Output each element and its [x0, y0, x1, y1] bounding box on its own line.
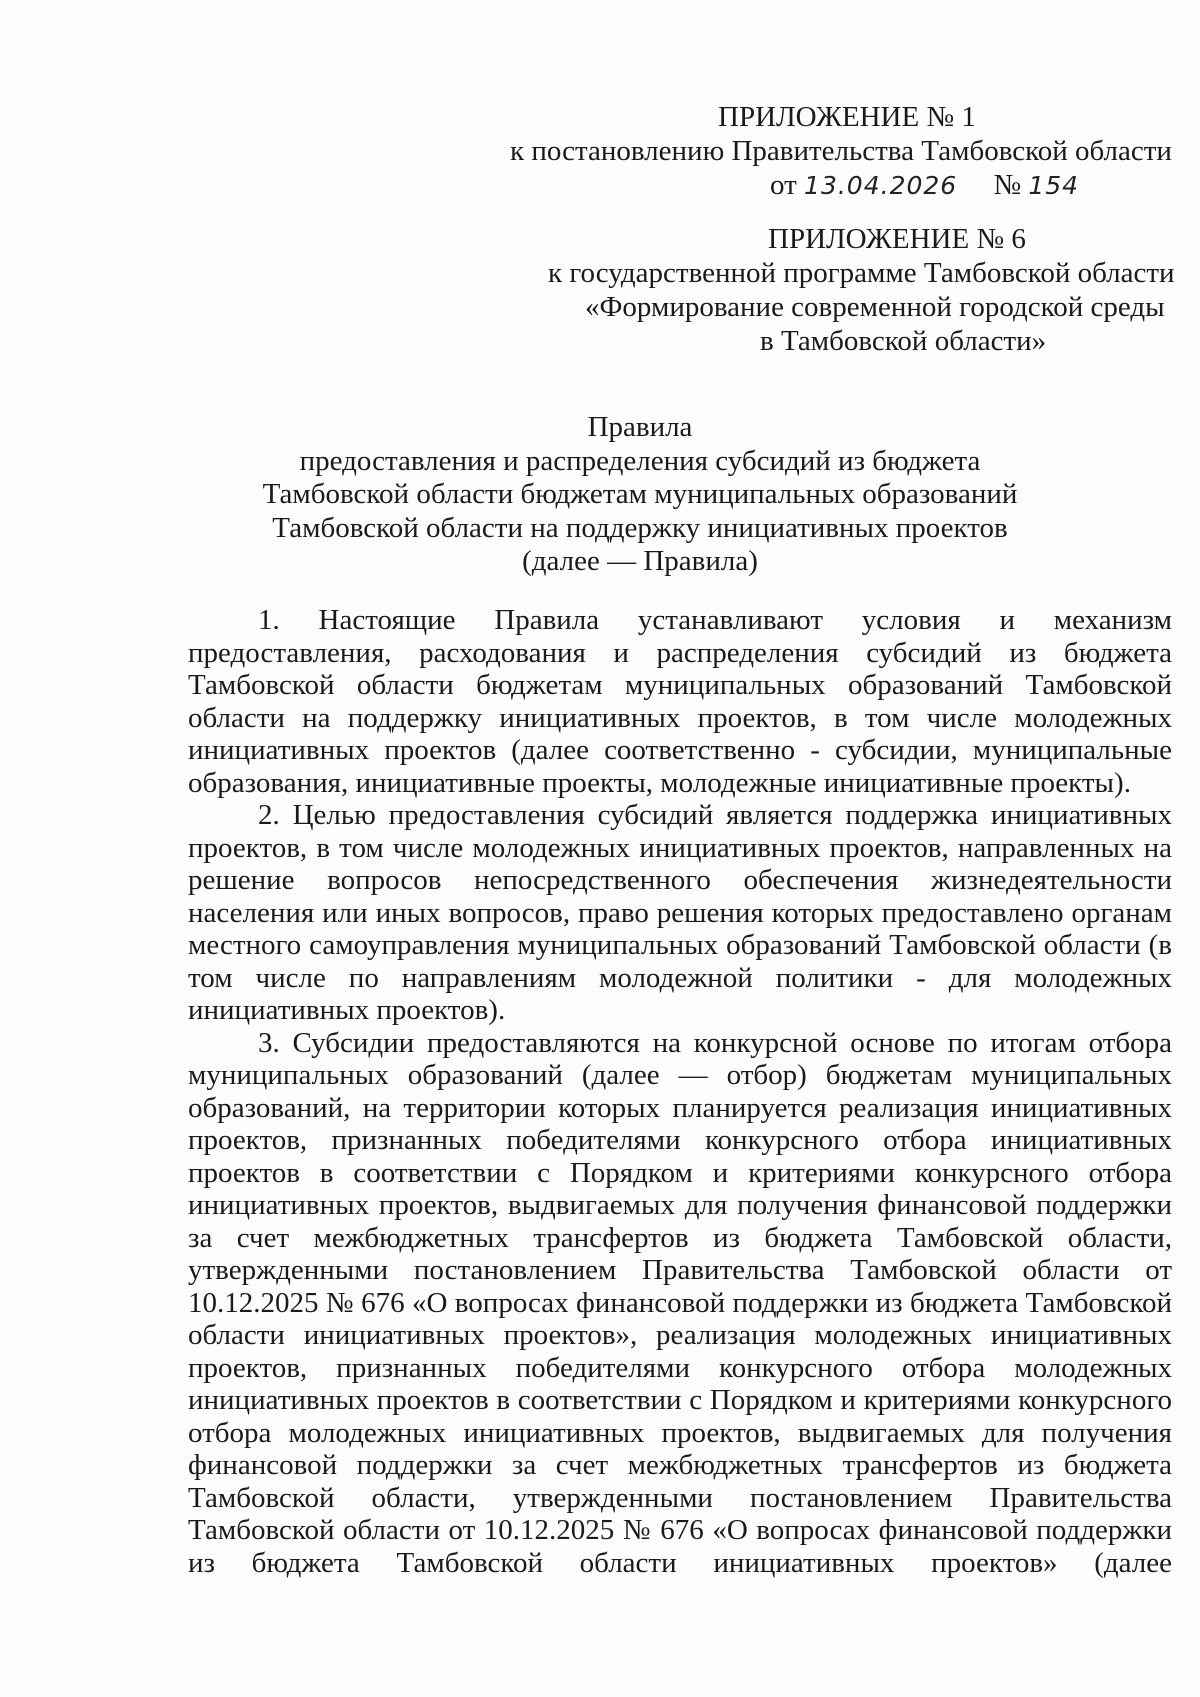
appendix-1-title: ПРИЛОЖЕНИЕ № 1 [718, 101, 976, 133]
appendix-6-program-ref: к государственной программе Тамбовской области [548, 257, 1175, 289]
document-title [0, 411, 1200, 579]
paragraph-3: 3. Субсидии предоставляются на конкурсной основе по итогам отбора муниципальных образований (далее — отбор) бюджетам муниципальных образований, на территории которых планируется реализация инициативных проектов, признанных победителями конкурсного отбора инициативных проектов в соответствии с Порядком и критериями конкурсного отбора инициативных проектов, выдвигаемых для получения финансовой поддержки за счет межбюджетных трансфертов из бюджета Тамбовской области, утвержденными постановлением Правительства Тамбовской области от 10.12.2025 № 676 «О вопросах финансовой поддержки из бюджета Тамбовской области инициативных проектов», реализация молодежных инициативных проектов, признанных победителями конкурсного отбора молодежных инициативных проектов в соответствии с Порядком и критериями конкурсного отбора молодежных инициативных проектов, выдвигаемых для получения финансовой поддержки за счет межбюджетных трансфертов из бюджета Тамбовской области, утвержденными постановлением Правительства Тамбовской области от 10.12.2025 № 676 «О вопросах финансовой поддержки из бюджета Тамбовской области инициативных проектов» (далее [188, 1026, 1172, 1579]
title-line-3: Тамбовской области на поддержку инициативных проектов [272, 511, 1008, 544]
date-prefix: от [770, 169, 797, 201]
appendix-6-program-name-2: в Тамбовской области» [760, 325, 1047, 357]
appendix-6-program-name-1: «Формирование современной городской среды [585, 291, 1165, 323]
appendix-1-header [480, 100, 1180, 203]
title-line-2: Тамбовской области бюджетам муниципальных образований [262, 478, 1018, 510]
paragraph-1: 1. Настоящие Правила устанавливают условия и механизм предоставления, расходования и распределения субсидий из бюджета Тамбовской области бюджетам муниципальных образований Тамбовской области на поддержку инициативных проектов, в том числе молодежных инициативных проектов (далее соответственно - субсидии, муниципальные образования, инициативные проекты, молодежные инициативные проекты). [188, 604, 1172, 799]
paragraph-2: 2. Целью предоставления субсидий является поддержка инициативных проектов, в том числе молодежных инициативных проектов, направленных на решение вопросов непосредственного обеспечения жизнедеятельности населения или иных вопросов, право решения которых предоставлено органам местного самоуправления муниципальных образований Тамбовской области (в том числе по направлениям молодежной политики - для молодежных инициативных проектов). [188, 799, 1172, 1026]
title-line-0: Правила [587, 411, 693, 443]
handwritten-date: 13.04.2026 [804, 171, 958, 200]
appendix-1-decree-ref: к постановлению Правительства Тамбовской области [510, 135, 1172, 167]
document-body [188, 604, 1172, 1579]
number-prefix: № [993, 169, 1022, 201]
appendix-6-header [500, 222, 1200, 358]
title-line-1: предоставления и распределения субсидий из бюджета [299, 444, 981, 477]
title-line-4: (далее — Правила) [522, 545, 758, 577]
handwritten-number: 154 [1028, 171, 1080, 200]
appendix-6-title: ПРИЛОЖЕНИЕ № 6 [768, 223, 1026, 255]
appendix-1-date-number [480, 168, 1180, 203]
